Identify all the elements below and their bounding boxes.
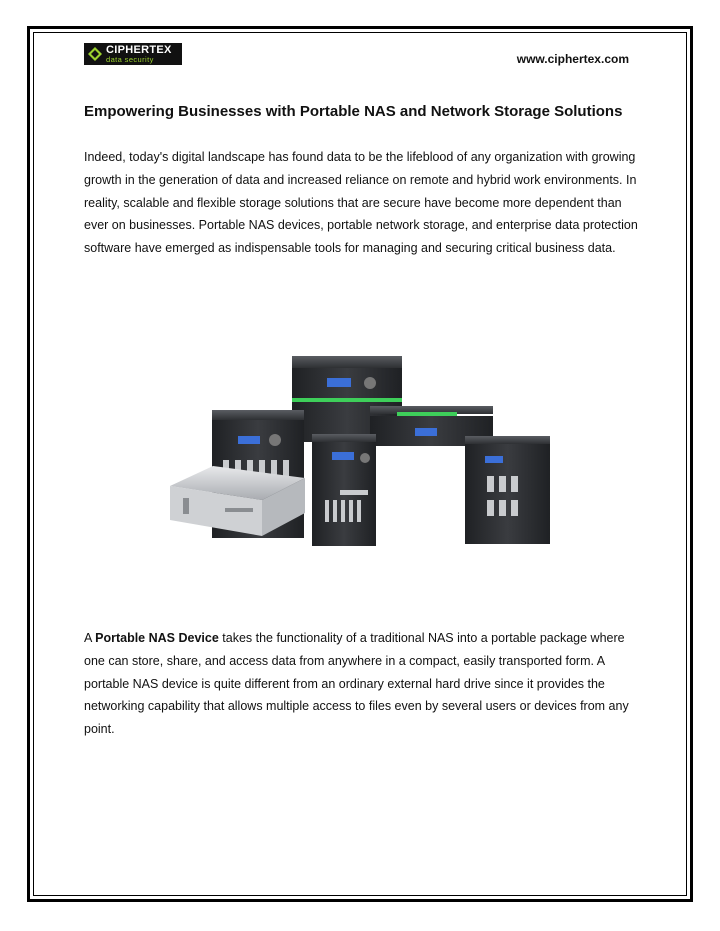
intro-paragraph: Indeed, today's digital landscape has found data to be the lifeblood of any organization with growing growth in the generation of data and increased reliance on remote and hybrid work environments. In reality, scalable and flexible storage solutions that are secure have become more dependent than ever on businesses. Portable NAS devices, portable network storage, and enterprise data protection software have emerged as indispensable tools for managing and securing critical business data. (84, 150, 638, 256)
para-rest: takes the functionality of a traditional NAS into a portable package where one can store, share, and access data from anywhere in a compact, easily transported form. A portable NAS device is quite different from an ordinary external hard drive since it provides the networking capability that allows multiple access to files even by several users or devices from any point. (84, 631, 629, 737)
logo-tagline: data security (106, 54, 154, 64)
page-title: Empowering Businesses with Portable NAS and Network Storage Solutions (84, 103, 623, 120)
portable-nas-device-term: Portable NAS Device (95, 631, 219, 645)
logo-brand: CIPHERTEX (106, 43, 172, 56)
website-url[interactable]: www.ciphertex.com (516, 52, 629, 66)
para-prefix: A (84, 631, 96, 645)
nas-devices-image (165, 348, 555, 553)
diamond-logo-icon (88, 47, 102, 61)
ciphertex-logo (84, 43, 182, 65)
portable-nas-paragraph (84, 627, 644, 741)
